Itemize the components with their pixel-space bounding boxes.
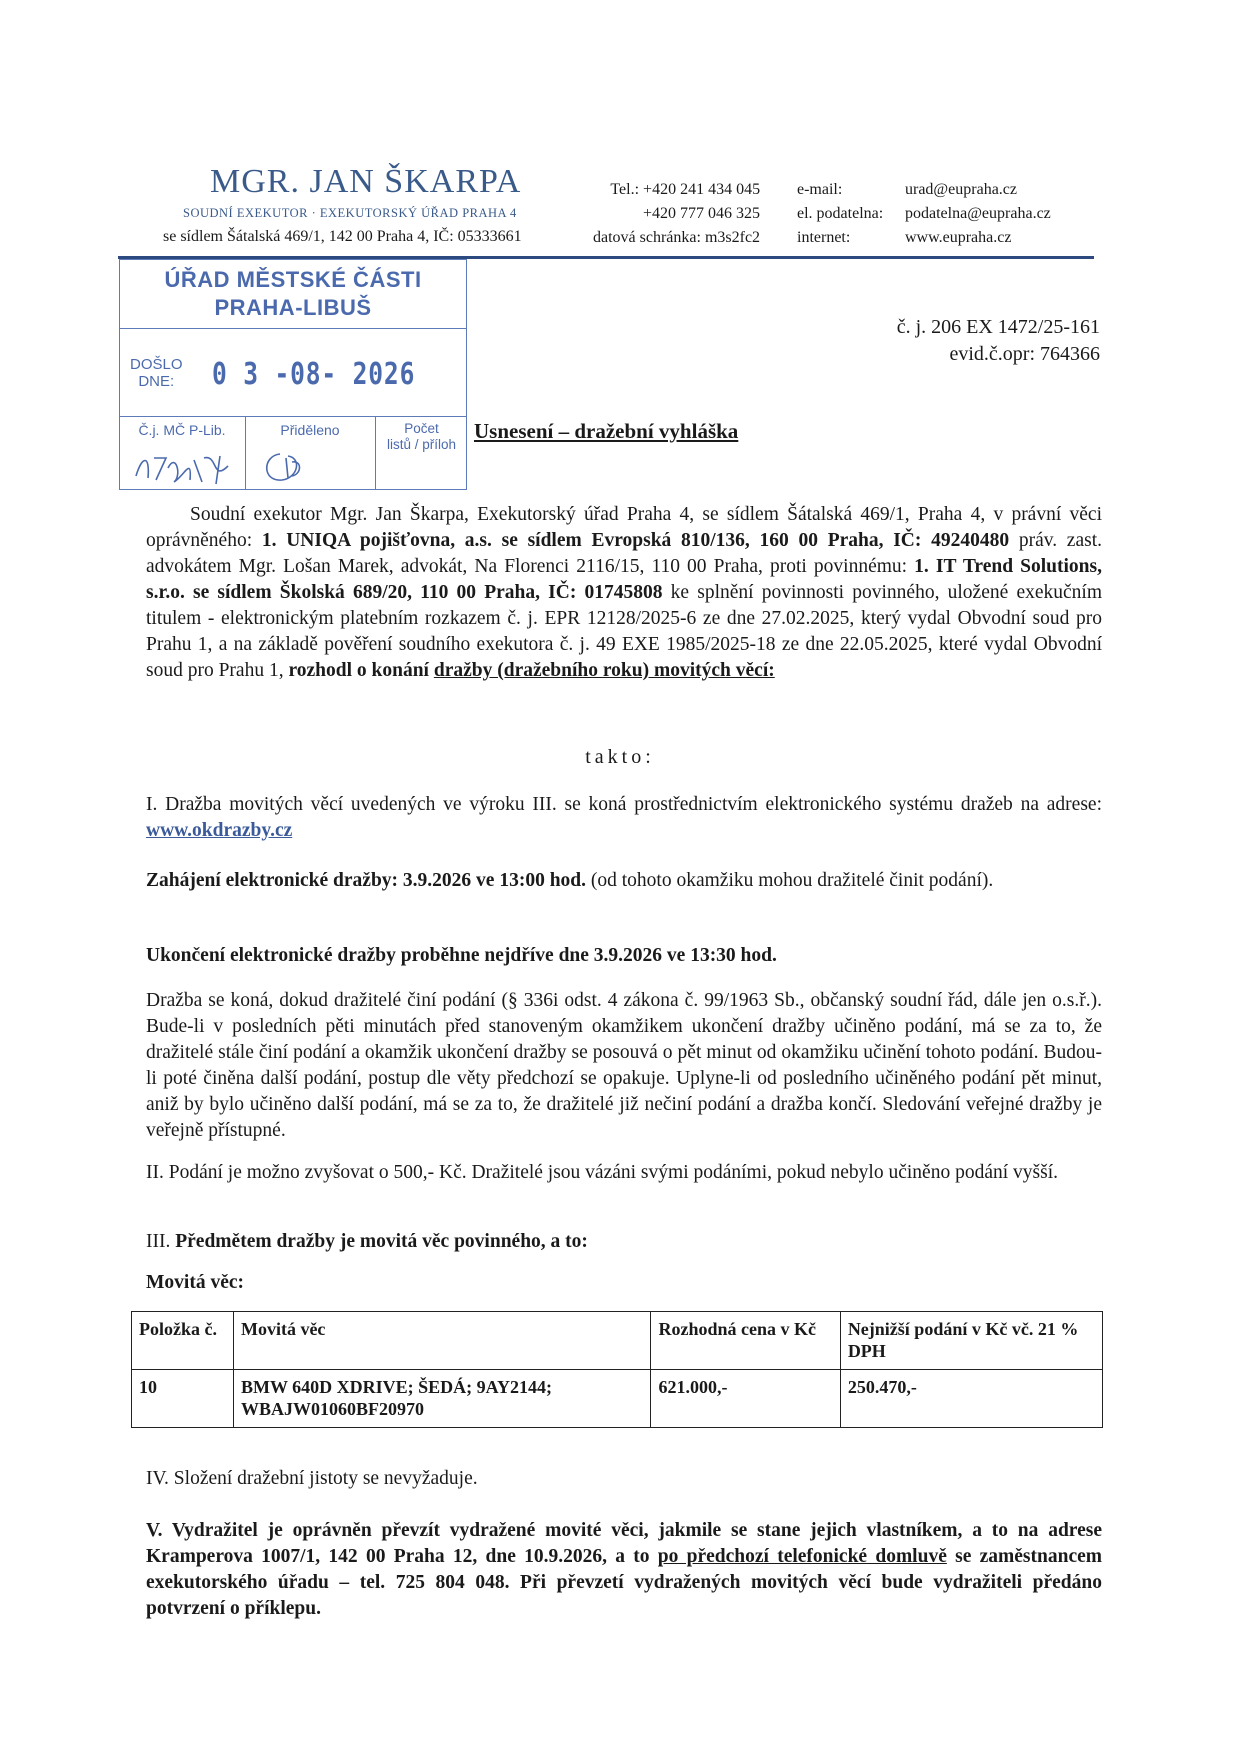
contact-phones: [593, 178, 760, 250]
stamp-column-divider: [245, 416, 246, 489]
section-1-text: I. Dražba movitých věcí uvedených ve výroku III. se koná prostřednictvím elektronického systému dražeb na adrese:: [146, 794, 1102, 815]
decision-text: rozhodl o konání: [288, 660, 434, 681]
case-number: č. j. 206 EX 1472/25-161: [896, 316, 1100, 338]
stamp-received-date: 0 3 -08- 2026: [212, 357, 416, 392]
creditor: 1. UNIQA pojišťovna, a.s. se sídlem Evropská 810/136, 160 00 Praha, IČ: 49240480: [261, 530, 1010, 551]
auction-start-note: (od tohoto okamžiku mohou dražitelé činit podání).: [586, 870, 994, 891]
decision-subject: dražby (dražebního roku) movitých věcí:: [433, 660, 775, 681]
evidence-number: evid.č.opr: 764366: [949, 343, 1100, 365]
section-5-underlined: po předchozí telefonické domluvě: [657, 1546, 947, 1567]
stamp-office: [120, 266, 466, 322]
section-1: [146, 792, 1102, 844]
header-min-bid: Nejnižší podání v Kč vč. 21 % DPH: [840, 1312, 1102, 1370]
stamp-divider: [120, 416, 466, 417]
received-stamp: [119, 259, 467, 490]
contact-values: [905, 178, 1051, 250]
handwritten-reference-signature: [132, 446, 242, 486]
debtor: 1. IT Trend Solutions, s.r.o. se sídlem Školská 689/20, 110 00 Praha, IČ: 01745808: [146, 556, 1102, 603]
movables-heading: Movitá věc:: [146, 1272, 244, 1293]
movables-table: [131, 1311, 1103, 1428]
stamp-divider: [120, 328, 466, 329]
document-title: Usnesení – dražební vyhláška: [474, 419, 739, 443]
stamp-count-label-2: listů / příloh: [386, 437, 457, 452]
intro-text-2: práv. zast. advokátem Mgr. Lošan Marek, advokát, Na Florenci 2116/15, 110 00 Praha, proti povinnému:: [146, 530, 1102, 577]
auction-start: [146, 868, 1102, 894]
databox: datová schránka: m3s2fc2: [593, 229, 761, 246]
section-3-text: Předmětem dražby je movitá věc povinného, a to:: [175, 1231, 588, 1252]
phone-2: +420 777 046 325: [643, 205, 761, 222]
auction-end: Ukončení elektronické dražby proběhne nejdříve dne 3.9.2026 ve 13:30 hod.: [146, 945, 777, 966]
section-2: II. Podání je možno zvyšovat o 500,- Kč. Dražitelé jsou vázáni svými podáními, pokud nebylo učiněno podání vyšší.: [146, 1162, 1058, 1183]
case-reference: [780, 314, 1100, 368]
stamp-assigned-label: Přiděleno: [280, 422, 340, 438]
cell-item: BMW 640D XDRIVE; ŠEDÁ; 9AY2144; WBAJW01060BF20970: [233, 1370, 651, 1428]
email-label: e-mail:: [797, 181, 843, 198]
takto-heading: takto:: [585, 746, 655, 768]
stamp-received-label-2: DNE:: [138, 373, 175, 390]
internet-label: internet:: [797, 229, 851, 246]
section-5-text-1: V. Vydražitel je oprávněn převzít vydražené movité věci, jakmile se stane jejich vlastníkem, a to na adrese Kramperova 1007/1, 142 00 Praha 12, dne 10.9.2026, a to: [146, 1520, 1102, 1567]
cell-min-bid: 250.470,-: [840, 1370, 1102, 1428]
auction-system-link[interactable]: www.okdrazby.cz: [146, 820, 293, 841]
section-4: IV. Složení dražební jistoty se nevyžaduje.: [146, 1468, 478, 1489]
header-price: Rozhodná cena v Kč: [651, 1312, 840, 1370]
web-link[interactable]: www.eupraha.cz: [905, 229, 1012, 246]
stamp-received-label-1: DOŠLO: [130, 356, 183, 373]
contact-labels: [797, 178, 883, 250]
podatelna-link[interactable]: podatelna@eupraha.cz: [905, 205, 1051, 222]
section-5-text-2: se zaměstnancem exekutorského úřadu – tel. 725 804 048. Při převzetí vydražených movitých věcí bude vydražiteli předáno potvrzení o příklepu.: [146, 1546, 1103, 1619]
executor-name: MGR. JAN ŠKARPA: [210, 163, 522, 200]
header-item: Movitá věc: [233, 1312, 651, 1370]
handwritten-initials: [258, 448, 318, 486]
stamp-count-label-1: Počet: [404, 421, 439, 436]
table-row: [132, 1370, 1103, 1428]
executor-address: se sídlem Šátalská 469/1, 142 00 Praha 4, IČ: 05333661: [163, 228, 522, 245]
stamp-office-line1: ÚŘAD MĚSTSKÉ ČÁSTI: [164, 267, 422, 292]
cell-price: 621.000,-: [651, 1370, 840, 1428]
stamp-count-label: [377, 421, 466, 453]
phone-1: Tel.: +420 241 434 045: [610, 181, 761, 198]
intro-paragraph: [146, 502, 1102, 684]
section-5: [146, 1518, 1102, 1622]
email-link[interactable]: urad@eupraha.cz: [905, 181, 1017, 198]
stamp-ref-label: Č.j. MČ P-Lib.: [138, 422, 226, 438]
section-3-prefix: III.: [146, 1231, 176, 1252]
intro-text-1: Soudní exekutor Mgr. Jan Škarpa, Exekutorský úřad Praha 4, se sídlem Šátalská 469/1, Praha 4, v právní věci oprávněného:: [146, 504, 1102, 551]
podatelna-label: el. podatelna:: [797, 205, 884, 222]
auction-start-time: Zahájení elektronické dražby: 3.9.2026 ve 13:00 hod.: [146, 870, 587, 891]
section-3: [146, 1229, 1102, 1255]
stamp-office-line2: PRAHA-LIBUŠ: [214, 295, 372, 320]
cell-item-no: 10: [132, 1370, 234, 1428]
stamp-received-label: [130, 356, 183, 390]
stamp-column-divider: [375, 416, 376, 489]
executor-subtitle: SOUDNÍ EXEKUTOR · EXEKUTORSKÝ ÚŘAD PRAHA 4: [183, 206, 517, 220]
table-header-row: [132, 1312, 1103, 1370]
intro-text-3: ke splnění povinnosti povinného, uložené exekučním titulem - elektronickým platebním rozkazem č. j. EPR 12128/2025-6 ze dne 27.02.2025, který vydal Obvodní soud pro Prahu 1, a na základě pověření soudního exekutora č. j. 49 EXE 1985/2025-18 ze dne 22.05.2025, které vydal Obvodní soud pro Prahu 1,: [146, 582, 1102, 681]
auction-rules: Dražba se koná, dokud dražitelé činí podání (§ 336i odst. 4 zákona č. 99/1963 Sb., občanský soudní řád, dále jen o.s.ř.). Bude-li v posledních pěti minutách před stanoveným okamžikem ukončení dražby učiněno podání, má se za to, že dražitelé stále činí podání a okamžik ukončení dražby se posouvá o pět minut od okamžiku učinění tohoto podání. Budou-li poté činěna další podání, postup dle věty předchozí se opakuje. Uplyne-li od posledního učiněného podání pět minut, aniž by bylo učiněno další podání, má se za to, že dražitelé již nečiní podání a dražba končí. Sledování veřejné dražby je veřejně přístupné.: [146, 990, 1102, 1141]
header-item-no: Položka č.: [132, 1312, 234, 1370]
